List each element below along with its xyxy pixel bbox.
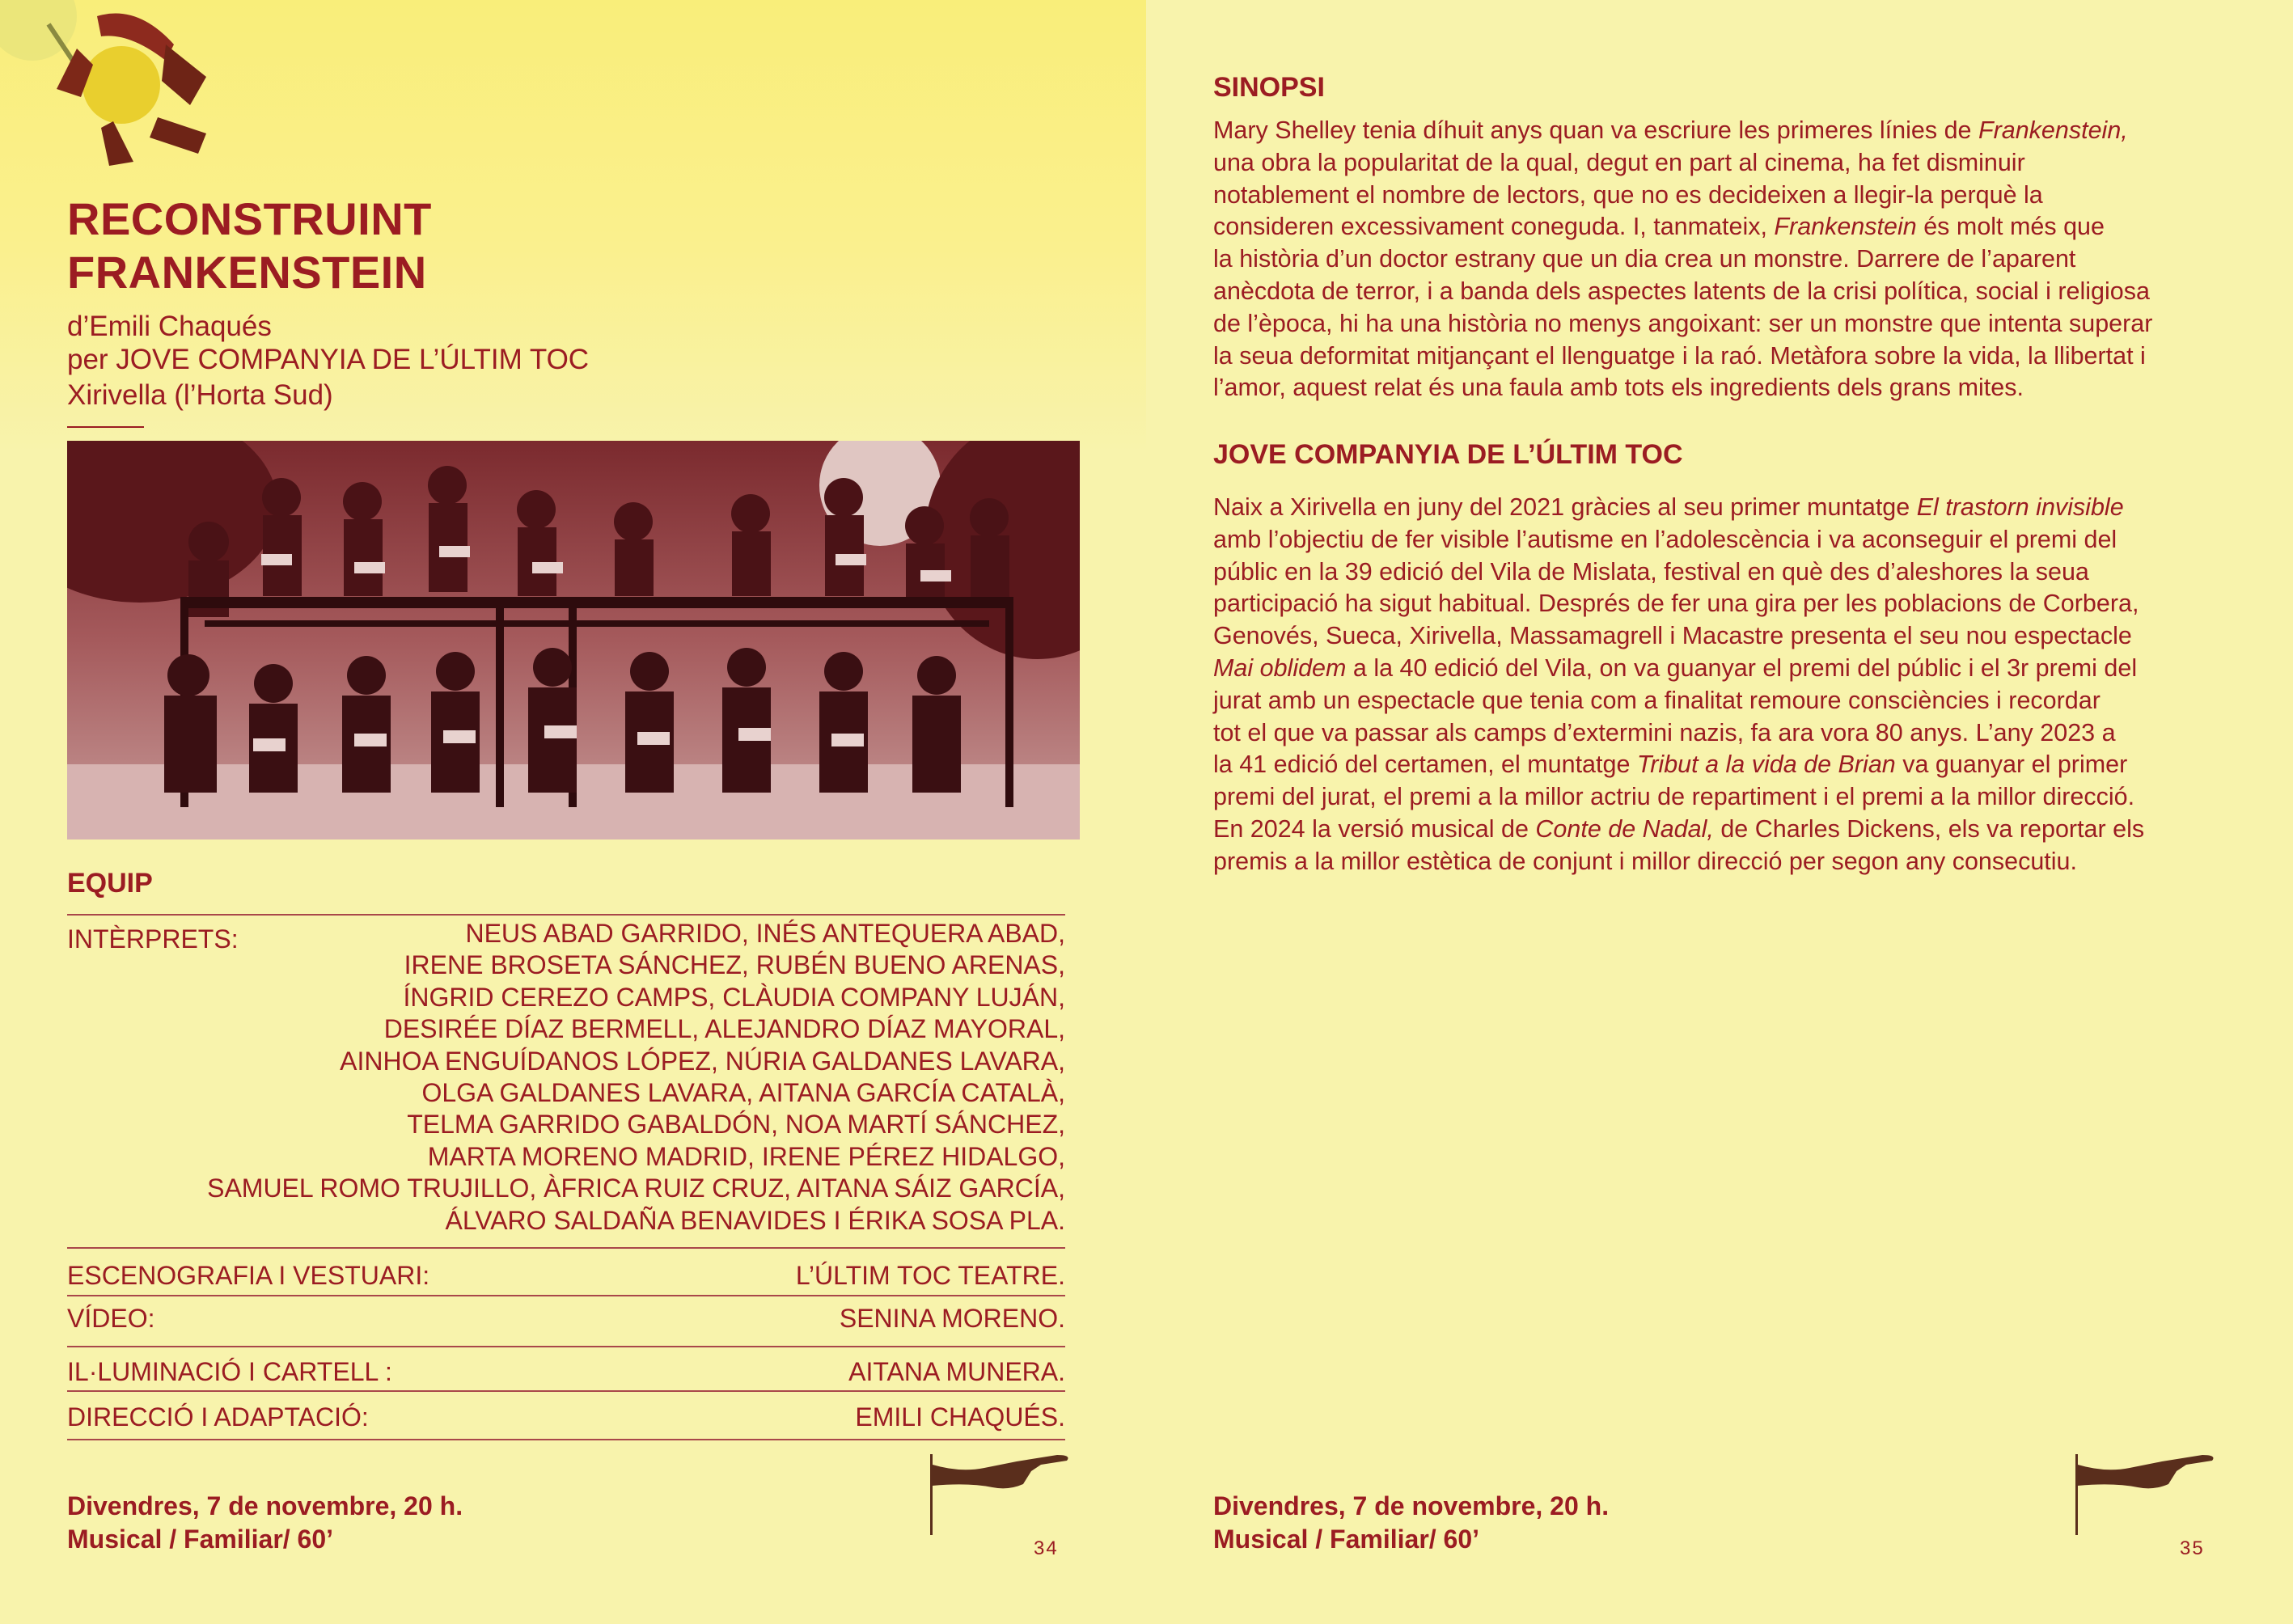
synopsis-text <box>1213 115 2152 404</box>
spotlight-icon <box>0 0 267 170</box>
divider <box>67 1439 1065 1440</box>
place-line: Xirivella (l’Horta Sud) <box>67 379 333 411</box>
left-page <box>0 0 1146 1624</box>
work-title: Tribut a la vida de Brian <box>1636 751 1896 779</box>
cast-line: ÍNGRID CEREZO CAMPS, CLÀUDIA COMPANY LUJÁN, <box>403 982 1065 1012</box>
text-line: la 41 edició del certamen, el muntatge Tribut a la vida de Brian va guanyar el primer <box>1213 751 2128 779</box>
text-line: participació ha sigut habitual. Després de fer una gira per les poblacions de Corbera, <box>1213 590 2139 618</box>
cast-line: MARTA MORENO MADRID, IRENE PÉREZ HIDALGO, <box>427 1141 1065 1171</box>
text-line: consideren excessivament coneguda. I, tanmateix, Frankenstein és molt més que <box>1213 213 2105 241</box>
page-number: 34 <box>1034 1537 1059 1559</box>
text-line: En 2024 la versió musical de Conte de Nadal, de Charles Dickens, els va reportar els <box>1213 814 2145 843</box>
credit-value: SENINA MORENO. <box>839 1304 1065 1333</box>
title-line: FRANKENSTEIN <box>67 247 427 298</box>
divider <box>67 426 144 428</box>
text-line: de l’època, hi ha una història no menys angoixant: ser un monstre que intenta superar <box>1213 309 2153 337</box>
text-line: tot el que va passar als camps d’extermini nazis, fa ara vora 80 anys. L’any 2023 a <box>1213 718 2116 746</box>
date-line: Divendres, 7 de novembre, 20 h. <box>1213 1491 1610 1520</box>
text-line: la història d’un doctor estrany que un dia crea un monstre. Darrere de l’aparent <box>1213 245 2076 273</box>
text-line: Naix a Xirivella en juny del 2021 gràcies al seu primer muntatge El trastorn invisible <box>1213 493 2124 521</box>
company-line: per JOVE COMPANYIA DE L’ÚLTIM TOC <box>67 344 590 375</box>
divider <box>67 1295 1065 1296</box>
synopsis-heading: SINOPSI <box>1213 72 1325 103</box>
text-line: amb l’objectiu de fer visible l’autisme en l’adolescència i va aconseguir el premi del <box>1213 525 2117 553</box>
cast-line: AINHOA ENGUÍDANOS LÓPEZ, NÚRIA GALDANES LAVARA, <box>340 1046 1065 1076</box>
genre-line: Musical / Familiar/ 60’ <box>1213 1525 1480 1554</box>
cast-line: DESIRÉE DÍAZ BERMELL, ALEJANDRO DÍAZ MAYORAL, <box>383 1014 1065 1044</box>
divider <box>67 1247 1065 1249</box>
right-page <box>1146 0 2292 1624</box>
work-title: Mai oblidem <box>1213 653 1347 682</box>
cast-line: OLGA GALDANES LAVARA, AITANA GARCÍA CATALÀ, <box>421 1078 1065 1108</box>
genre-line: Musical / Familiar/ 60’ <box>67 1525 334 1554</box>
company-text <box>1213 492 2144 878</box>
credit-label: DIRECCIÓ I ADAPTACIÓ: <box>67 1402 369 1432</box>
credit-label: ESCENOGRAFIA I VESTUARI: <box>67 1261 430 1290</box>
credit-label: IL·LUMINACIÓ I CARTELL : <box>67 1357 392 1386</box>
cast-line: IRENE BROSETA SÁNCHEZ, RUBÉN BUENO ARENAS, <box>404 950 1065 980</box>
text-line: una obra la popularitat de la qual, degut en part al cinema, ha fet disminuir <box>1213 148 2025 176</box>
text-line: jurat amb un espectacle que tenia com a finalitat remoure consciències i recordar <box>1213 686 2101 714</box>
text-line: anècdota de terror, i a banda dels aspectes latents de la crisi política, social i religiosa <box>1213 277 2150 305</box>
credit-label: VÍDEO: <box>67 1304 155 1333</box>
work-title: Frankenstein, <box>1978 116 2128 144</box>
divider <box>67 914 1065 916</box>
company-heading: JOVE COMPANYIA DE L’ÚLTIM TOC <box>1213 439 1683 470</box>
show-title <box>67 192 432 299</box>
text-line: l’amor, aquest relat és una faula amb tots els ingredients dels grans mites. <box>1213 374 2024 402</box>
divider <box>67 1346 1065 1347</box>
divider <box>67 1390 1065 1392</box>
cast-label: INTÈRPRETS: <box>67 924 239 954</box>
date-line: Divendres, 7 de novembre, 20 h. <box>67 1491 463 1520</box>
work-title: Conte de Nadal, <box>1535 814 1714 843</box>
text-line: notablement el nombre de lectors, que no es decideixen a llegir-la perquè la <box>1213 180 2043 209</box>
cast-line: SAMUEL ROMO TRUJILLO, ÀFRICA RUIZ CRUZ, AITANA SÁIZ GARCÍA, <box>207 1174 1065 1203</box>
work-title: El trastorn invisible <box>1916 493 2124 521</box>
cast-line: NEUS ABAD GARRIDO, INÉS ANTEQUERA ABAD, <box>465 919 1065 948</box>
credit-value: L’ÚLTIM TOC TEATRE. <box>795 1261 1065 1290</box>
text-line: públic en la 39 edició del Vila de Mislata, festival en què des d’aleshores la seua <box>1213 557 2089 586</box>
text-line: Mary Shelley tenia díhuit anys quan va escriure les primeres línies de Frankenstein, <box>1213 116 2128 144</box>
text-line: Mai oblidem a la 40 edició del Vila, on va guanyar el premi del públic i el 3r premi del <box>1213 653 2138 682</box>
text-line: la seua deformitat mitjançant el llenguatge i la raó. Metàfora sobre la vida, la llibertat i <box>1213 341 2146 370</box>
author-line: d’Emili Chaqués <box>67 311 272 342</box>
pointing-hand-icon <box>928 1450 1073 1539</box>
text-line: premi del jurat, el premi a la millor actriu de repartiment i el premi a la millor direcció. <box>1213 783 2135 811</box>
credit-value: AITANA MUNERA. <box>848 1357 1065 1386</box>
text-line: premis a la millor estètica de conjunt i millor direcció per segon any consecutiu. <box>1213 847 2077 875</box>
cast-list <box>207 918 1065 1237</box>
work-title: Frankenstein <box>1774 213 1917 241</box>
cast-line: ÁLVARO SALDAÑA BENAVIDES I ÉRIKA SOSA PLA. <box>445 1205 1065 1235</box>
text-line: Genovés, Sueca, Xirivella, Massamagrell i Macastre presenta el seu nou espectacle <box>1213 622 2132 650</box>
team-heading: EQUIP <box>67 868 153 899</box>
cast-line: TELMA GARRIDO GABALDÓN, NOA MARTÍ SÁNCHEZ, <box>407 1110 1065 1140</box>
credit-value: EMILI CHAQUÉS. <box>855 1402 1065 1432</box>
cast-photo <box>67 441 1080 839</box>
title-line: RECONSTRUINT <box>67 193 432 244</box>
page-number: 35 <box>2180 1537 2205 1559</box>
pointing-hand-icon <box>2073 1450 2219 1539</box>
